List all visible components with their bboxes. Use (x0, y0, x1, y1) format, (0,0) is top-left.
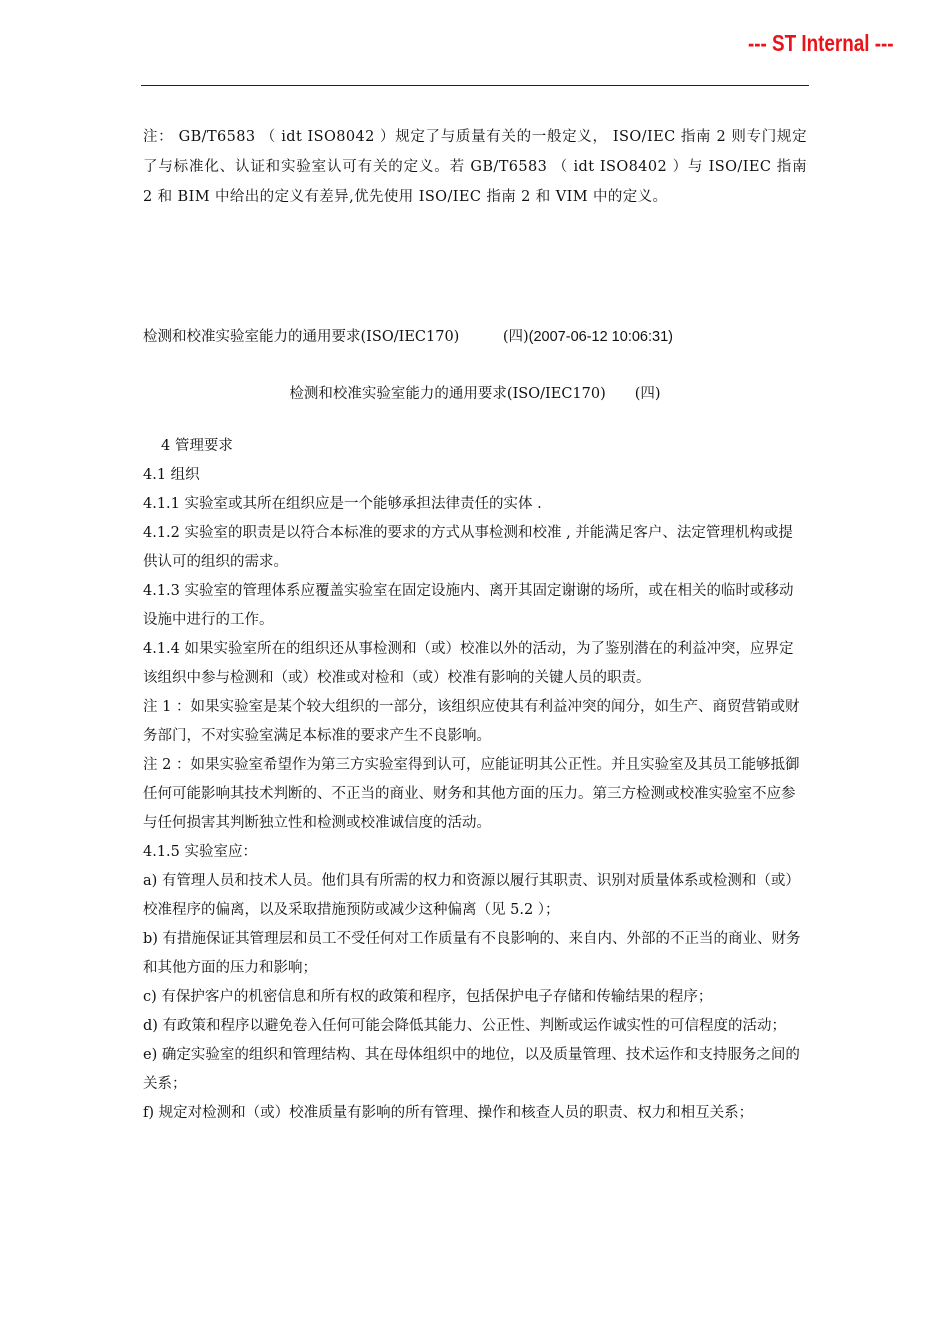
article-title: 检测和校准实验室能力的通用要求(ISO/IEC170) (四) (143, 329, 529, 345)
article-timestamp: (2007-06-12 10:06:31) (528, 329, 673, 345)
list-item-b: b) 有措施保证其管理层和员工不受任何对工作质量有不良影响的、来自内、外部的不正当的商业、财务和其他方面的压力和影响； (143, 931, 801, 976)
list-item-a: a) 有管理人员和技术人员。他们具有所需的权力和资源以履行其职责、识别对质量体系或检测和（或）校准程序的偏离，以及采取措施预防或减少这种偏离（见 5.2 ）； (143, 873, 800, 918)
note-2: 注 2 ：如果实验室希望作为第三方实验室得到认可，应能证明其公正性。并且实验室及其员工能够抵御任何可能影响其技术判断的、不正当的商业、财务和其他方面的压力。第三方检测或校准实验室不应参与任何损害其判断独立性和检测或校准诚信度的活动。 (143, 757, 800, 831)
list-item-d: d) 有政策和程序以避免卷入任何可能会降低其能力、公正性、判断或运作诚实性的可信程度的活动； (143, 1018, 787, 1034)
clause-4-1-2: 4.1.2 实验室的职责是以符合本标准的要求的方式从事检测和校准 , 并能满足客户、法定管理机构或提供认可的组织的需求。 (143, 525, 793, 570)
article-heading (143, 322, 807, 352)
clause-4-1-4: 4.1.4 如果实验室所在的组织还从事检测和（或）校准以外的活动，为了鉴别潜在的利益冲突，应界定该组织中参与检测和（或）校准或对检和（或）校准有影响的关键人员的职责。 (143, 641, 794, 686)
definitions-note: 注： GB/T6583 （ idt ISO8042 ）规定了与质量有关的一般定义， ISO/IEC 指南 2 则专门规定了与标准化、认证和实验室认可有关的定义。若 GB/T6583 （ idt ISO8402 ）与 ISO/IEC 指南 2 和 BIM 中给出的定义有差异,优先使用 ISO/IEC 指南 2 和 VIM 中的定义。 (143, 129, 807, 205)
list-item-e: e) 确定实验室的组织和管理结构、其在母体组织中的地位，以及质量管理、技术运作和支持服务之间的关系； (143, 1047, 800, 1092)
note-1: 注 1 ：如果实验室是某个较大组织的一部分，该组织应使其有利益冲突的闻分，如生产、商贸营销或财务部门，不对实验室满足本标准的要求产生不良影响。 (143, 699, 800, 744)
header-rule (141, 85, 809, 86)
clause-4-1: 4.1 组织 (143, 467, 200, 483)
document-body (143, 432, 807, 1128)
heading-management-requirements: 4 管理要求 (161, 438, 233, 454)
clause-4-1-5: 4.1.5 实验室应： (143, 844, 258, 860)
section-title: 检测和校准实验室能力的通用要求(ISO/IEC170) (四) (289, 386, 661, 402)
list-item-c: c) 有保护客户的机密信息和所有权的政策和程序，包括保护电子存储和传输结果的程序； (143, 989, 713, 1005)
list-item-f: f) 规定对检测和（或）校准质量有影响的所有管理、操作和核查人员的职责、权力和相互关系； (143, 1105, 754, 1121)
clause-4-1-1: 4.1.1 实验室或其所在组织应是一个能够承担法律责任的实体 . (143, 496, 542, 512)
watermark-st-internal: --- ST Internal --- (748, 30, 894, 56)
clause-4-1-3: 4.1.3 实验室的管理体系应覆盖实验室在固定设施内、离开其固定谢谢的场所，或在相关的临时或移动设施中进行的工作。 (143, 583, 794, 628)
